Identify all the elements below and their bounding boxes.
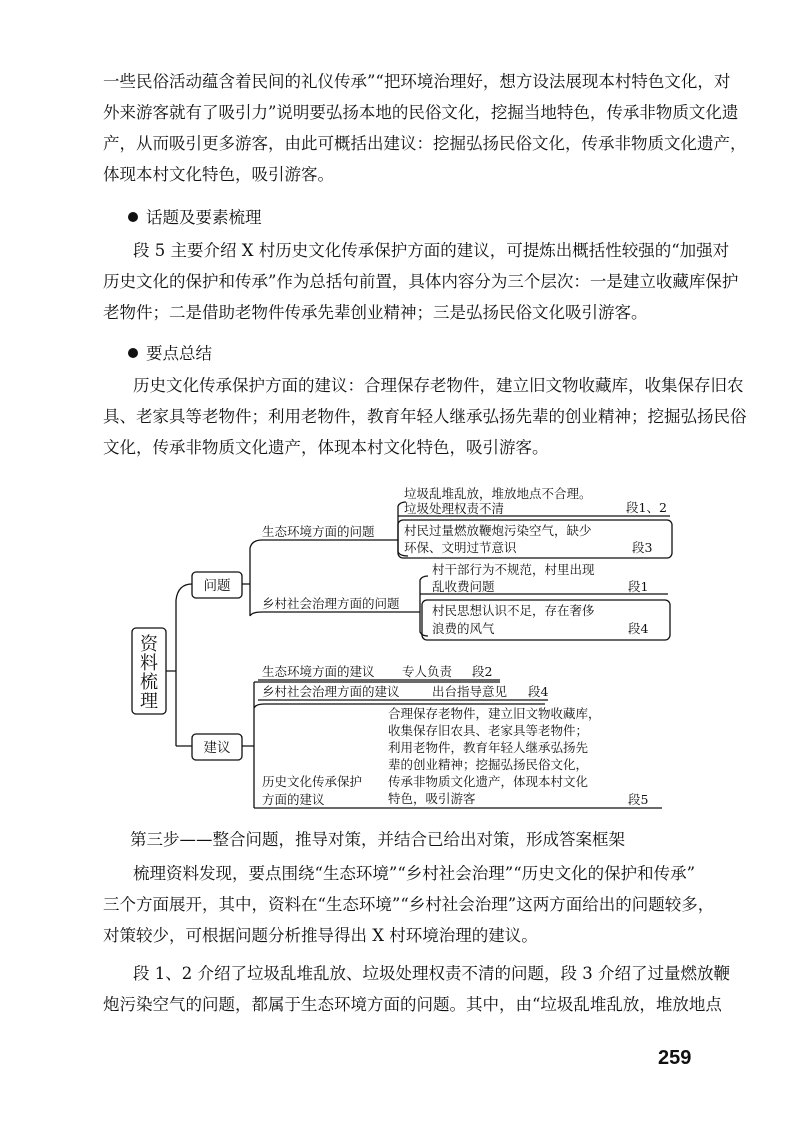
history-suggestion-text: 利用老物件，教育年轻人继承弘扬先 — [388, 740, 589, 755]
text-line: 梳理资料发现，要点围绕“生态环境”“乡村社会治理”“历史文化的保护和传承” — [133, 864, 696, 883]
eco-suggestion-content: 专人负责 — [402, 664, 453, 679]
eco-item-text: 村民过量燃放鞭炮污染空气，缺少 — [404, 523, 592, 538]
rural-connector — [420, 576, 428, 636]
summary-paragraph — [103, 370, 747, 463]
step3-heading: 第三步——整合问题，推导对策，并结合已给出对策，形成答案框架 — [130, 830, 625, 849]
eco-suggestion-label: 生态环境方面的建议 — [262, 664, 375, 679]
text-line: 老物件；二是借助老物件传承先辈创业精神；三是弘扬民俗文化吸引游客。 — [103, 303, 648, 322]
rural-item-text: 乱收费问题 — [432, 579, 495, 594]
text-line: 一些民俗活动蕴含着民间的礼仪传承”“把环境治理好，想方设法展现本村特色文化，对 — [103, 72, 731, 91]
page-number: 259 — [658, 1047, 692, 1069]
text-line: 具、老家具等老物件；利用老物件，教育年轻人继承弘扬先辈的创业精神；挖掘弘扬民俗 — [103, 407, 747, 426]
root-char: 梳 — [140, 672, 158, 693]
summary-heading: 要点总结 — [128, 342, 212, 366]
bullet-icon — [128, 212, 138, 222]
rural-suggestion-ref: 段4 — [528, 684, 549, 699]
eco-connector — [388, 502, 670, 556]
root-box — [132, 628, 166, 714]
history-suggestion-text: 辈的创业精神；挖掘弘扬民俗文化， — [388, 757, 589, 772]
eco-item-text: 环保、文明过节意识 — [404, 540, 517, 555]
rural-suggestion-label: 乡村社会治理方面的建议 — [262, 684, 400, 699]
eco-item-box — [398, 520, 672, 558]
text-line: 历史文化的保护和传承”作为总括句前置，具体内容分为三个层次：一是建立收藏库保护 — [103, 272, 739, 291]
step3-paragraph-2 — [103, 958, 730, 1020]
root-char: 理 — [140, 691, 158, 712]
suggestions-box — [192, 734, 242, 760]
root-char: 料 — [140, 653, 158, 674]
eco-item-ref: 段3 — [632, 540, 653, 555]
rural-item-box — [422, 600, 670, 640]
rural-item-text: 浪费的风气 — [432, 621, 495, 636]
root-char: 资 — [140, 634, 158, 655]
history-suggestion-text: 收集保存旧农具、老家具等老物件； — [388, 723, 589, 738]
step3-paragraph-1 — [103, 858, 715, 951]
history-suggestion-text: 传承非物质文化遗产，体现本村文化 — [388, 774, 589, 789]
history-suggestion-text: 特色，吸引游客 — [388, 791, 476, 806]
rural-item-text: 村民思想认识不足，存在奢侈 — [432, 603, 595, 618]
text-line: 产，从而吸引更多游客，由此可概括出建议：挖掘弘扬民俗文化，传承非物质文化遗产， — [103, 134, 747, 153]
text-line: 体现本村文化特色，吸引游客。 — [103, 165, 334, 184]
topic-heading: 话题及要素梳理 — [128, 206, 262, 230]
problems-connector — [242, 540, 420, 616]
history-suggestion-label: 历史文化传承保护 — [262, 774, 363, 789]
bullet-icon — [128, 348, 138, 358]
history-suggestion-label: 方面的建议 — [262, 792, 325, 807]
eco-problem-label: 生态环境方面的问题 — [262, 524, 375, 539]
text-line: 三个方面展开，其中，资料在“生态环境”“乡村社会治理”这两方面给出的问题较多， — [103, 895, 715, 914]
topic-paragraph — [103, 235, 739, 328]
problems-box — [192, 572, 242, 598]
eco-item-ref: 段1、2 — [626, 500, 667, 515]
text-line: 炮污染空气的问题，都属于生态环境方面的问题。其中，由“垃圾乱堆乱放，堆放地点 — [103, 995, 722, 1014]
root-connector — [166, 584, 192, 746]
text-line: 段 5 主要介绍 X 村历史文化传承保护方面的建议，可提炼出概括性较强的“加强对 — [133, 241, 730, 260]
suggestions-connector — [242, 682, 662, 808]
text-line: 历史文化传承保护方面的建议：合理保存老物件，建立旧文物收藏库，收集保存旧农 — [133, 376, 744, 395]
text-line: 段 1、2 介绍了垃圾乱堆乱放、垃圾处理权责不清的问题，段 3 介绍了过量燃放鞭 — [133, 964, 730, 983]
eco-suggestion-ref: 段2 — [472, 664, 493, 679]
eco-item-text: 垃圾乱堆乱放，堆放地点不合理。 — [404, 486, 592, 501]
text-line: 外来游客就有了吸引力”说明要弘扬本地的民俗文化，挖掘当地特色，传承非物质文化遗 — [103, 103, 739, 122]
rural-item-text: 村干部行为不规范，村里出现 — [432, 562, 595, 577]
rural-problem-label: 乡村社会治理方面的问题 — [262, 596, 400, 611]
rural-item-ref: 段4 — [628, 621, 649, 636]
rural-suggestion-content: 出台指导意见 — [432, 684, 508, 699]
rural-item-ref: 段1 — [628, 579, 649, 594]
suggestions-label: 建议 — [203, 740, 231, 756]
text-line: 文化，传承非物质文化遗产，体现本村文化特色，吸引游客。 — [103, 438, 549, 457]
eco-item-text: 垃圾处理权责不清 — [404, 501, 505, 516]
history-suggestion-ref: 段5 — [628, 792, 649, 807]
intro-paragraph — [103, 66, 747, 190]
text-line: 对策较少，可根据问题分析推导得出 X 村环境治理的建议。 — [103, 926, 538, 945]
history-suggestion-text: 合理保存老物件，建立旧文物收藏库， — [388, 706, 601, 721]
problems-label: 问题 — [203, 578, 231, 594]
